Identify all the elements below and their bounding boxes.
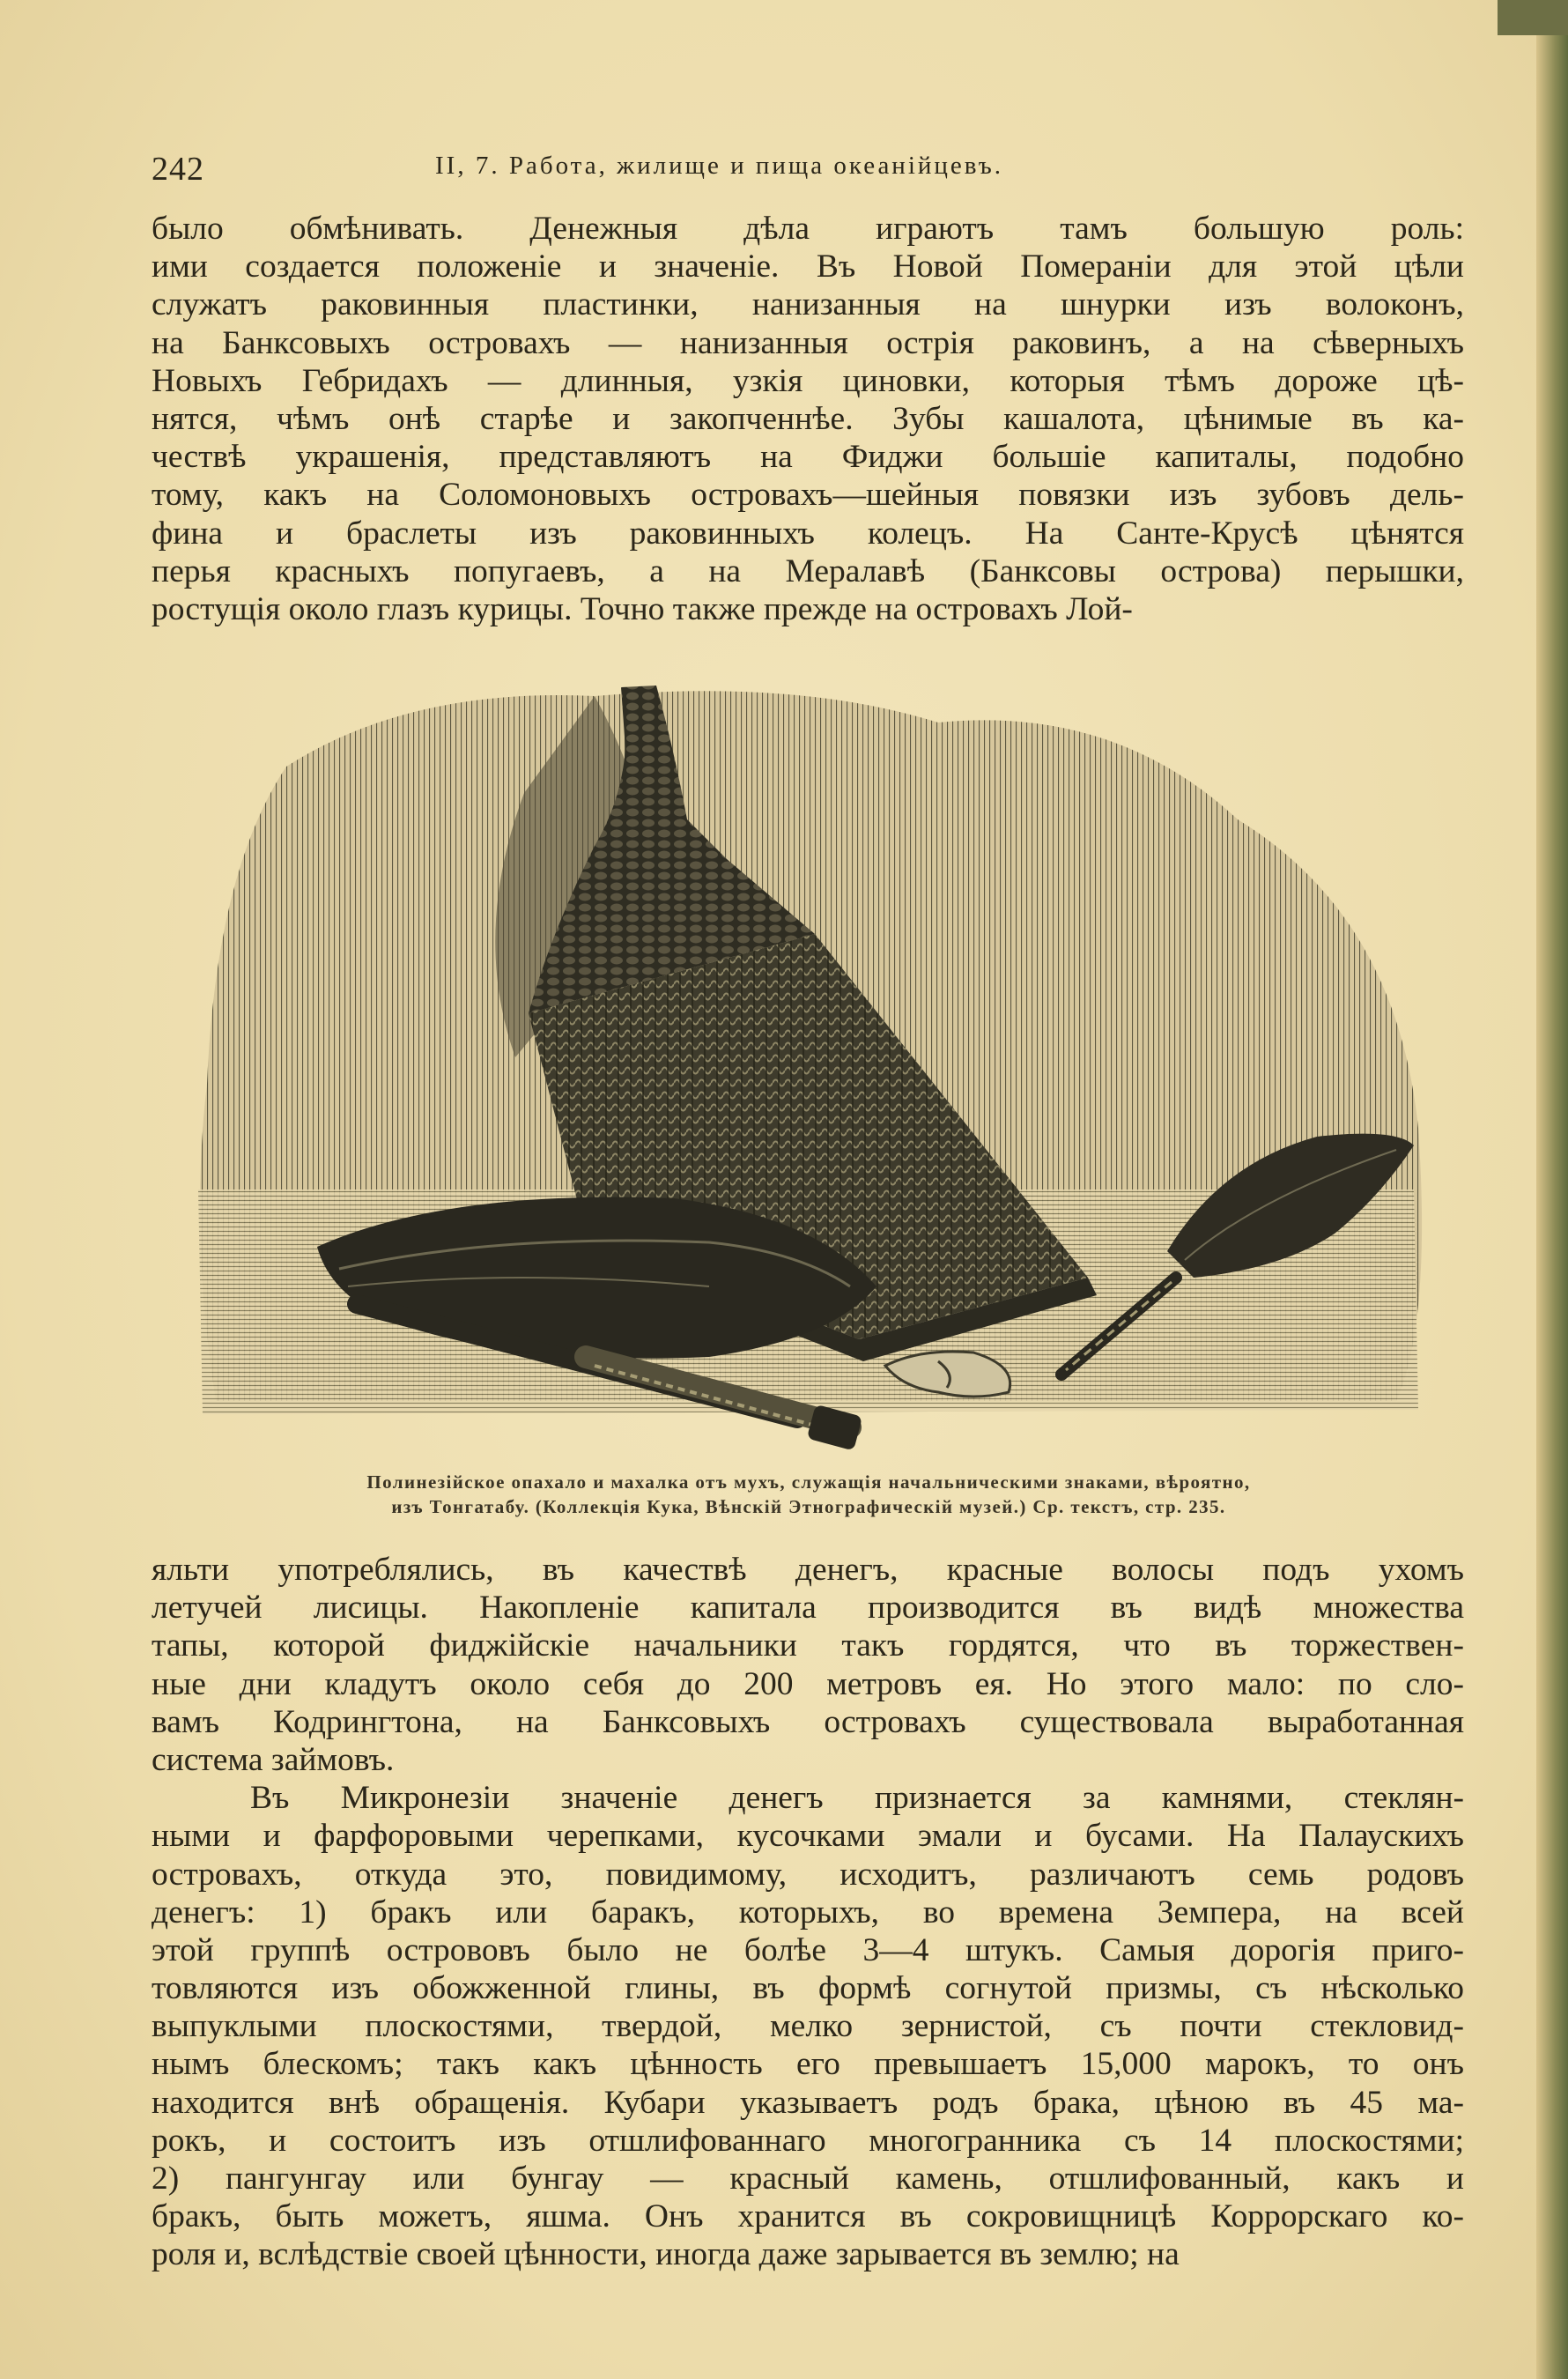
text-line: находится внѣ обращенія. Кубари указываетъ родъ брака, цѣною въ 45 ма-	[152, 2084, 1464, 2121]
text-line: было обмѣнивать. Денежныя дѣла играютъ тамъ большую роль:	[152, 211, 1464, 247]
running-head: II, 7. Работа, жилище и пища океанійцевъ.	[435, 152, 1004, 180]
page-number: 242	[152, 151, 204, 188]
text-line: тому, какъ на Соломоновыхъ островахъ—шейныя повязки изъ зубовъ дель-	[152, 477, 1464, 514]
text-line: перья красныхъ попугаевъ, а на Мералавѣ (Банксовы острова) перышки,	[152, 552, 1464, 589]
page-edge-shadow	[1536, 0, 1568, 2379]
page-header	[152, 146, 1464, 190]
text-line: тапы, которой фиджійскіе начальники такъ гордятся, что въ торжествен-	[152, 1627, 1464, 1664]
caption-line: Полинезійское опахало и махалка отъ мухъ, служащія начальническими знаками, вѣроятно,	[366, 1471, 1251, 1493]
text-line: чествѣ украшенія, представляютъ на Фиджи большіе капиталы, подобно	[152, 439, 1464, 476]
text-line: денегъ: 1) бракъ или баракъ, которыхъ, во времена Земпера, на всей	[152, 1894, 1464, 1931]
text-line: ими создается положеніе и значеніе. Въ Новой Помераніи для этой цѣли	[152, 248, 1464, 285]
fan-and-fly-whisk-illustration	[181, 670, 1431, 1454]
page-corner-mark	[1498, 0, 1568, 35]
text-line: Въ Микронезіи значеніе денегъ признается за камнями, стеклян-	[250, 1780, 1464, 1817]
text-line: этой группѣ острововъ было не болѣе 3—4 штукъ. Самыя дорогія приго-	[152, 1931, 1464, 1968]
text-line: на Банксовыхъ островахъ — нанизанныя острія раковинъ, а на сѣверныхъ	[152, 324, 1464, 361]
text-line: фина и браслеты изъ раковинныхъ колецъ. На Санте-Крусѣ цѣнятся	[152, 515, 1464, 552]
engraving-figure	[181, 670, 1431, 1454]
text-line: нятся, чѣмъ онѣ старѣе и закопченнѣе. Зубы кашалота, цѣнимые въ ка-	[152, 400, 1464, 437]
figure-caption	[148, 1470, 1469, 1519]
caption-line: изъ Тонгатабу. (Коллекція Кука, Вѣнскій Этнографическій музей.) Ср. текстъ, стр. 235.	[391, 1496, 1226, 1517]
text-line: островахъ, откуда это, повидимому, исходитъ, различаютъ семь родовъ	[152, 1856, 1464, 1893]
text-line: летучей лисицы. Накопленіе капитала производится въ видѣ множества	[152, 1590, 1464, 1627]
body-text-top	[152, 210, 1464, 628]
text-line: выпуклыми плоскостями, твердой, мелко зернистой, съ почти стекловид-	[152, 2008, 1464, 2045]
text-line: рокъ, и состоитъ изъ отшлифованнаго многогранника съ 14 плоскостями;	[152, 2122, 1464, 2159]
text-line: ные дни кладутъ около себя до 200 метровъ ея. Но этого мало: по сло-	[152, 1665, 1464, 1702]
text-line: бракъ, быть можетъ, яшма. Онъ хранится въ сокровищницѣ Коррорскаго ко-	[152, 2198, 1464, 2235]
body-text-bottom	[152, 1551, 1464, 2274]
text-line: яльти употреблялись, въ качествѣ денегъ, красные волосы подъ ухомъ	[152, 1552, 1464, 1588]
text-line: служатъ раковинныя пластинки, нанизанныя на шнурки изъ волоконъ,	[152, 286, 1464, 323]
text-line: система займовъ.	[152, 1741, 395, 1778]
text-line: товляются изъ обожженной глины, въ формѣ согнутой призмы, съ нѣсколько	[152, 1970, 1464, 2007]
text-line: ными и фарфоровыми черепками, кусочками эмали и бусами. На Палаускихъ	[152, 1818, 1464, 1855]
text-line: 2) пангунгау или бунгау — красный камень, отшлифованный, какъ и	[152, 2160, 1464, 2197]
text-line: Новыхъ Гебридахъ — длинныя, узкія циновки, которыя тѣмъ дороже цѣ-	[152, 362, 1464, 399]
text-line: роля и, вслѣдствіе своей цѣнности, иногда даже зарывается въ землю; на	[152, 2236, 1180, 2273]
text-line: ростущія около глазъ курицы. Точно также прежде на островахъ Лой-	[152, 590, 1133, 627]
text-line: вамъ Кодрингтона, на Банксовыхъ островахъ существовала выработанная	[152, 1703, 1464, 1740]
text-line: нымъ блескомъ; такъ какъ цѣнность его превышаетъ 15,000 марокъ, то онъ	[152, 2046, 1464, 2083]
